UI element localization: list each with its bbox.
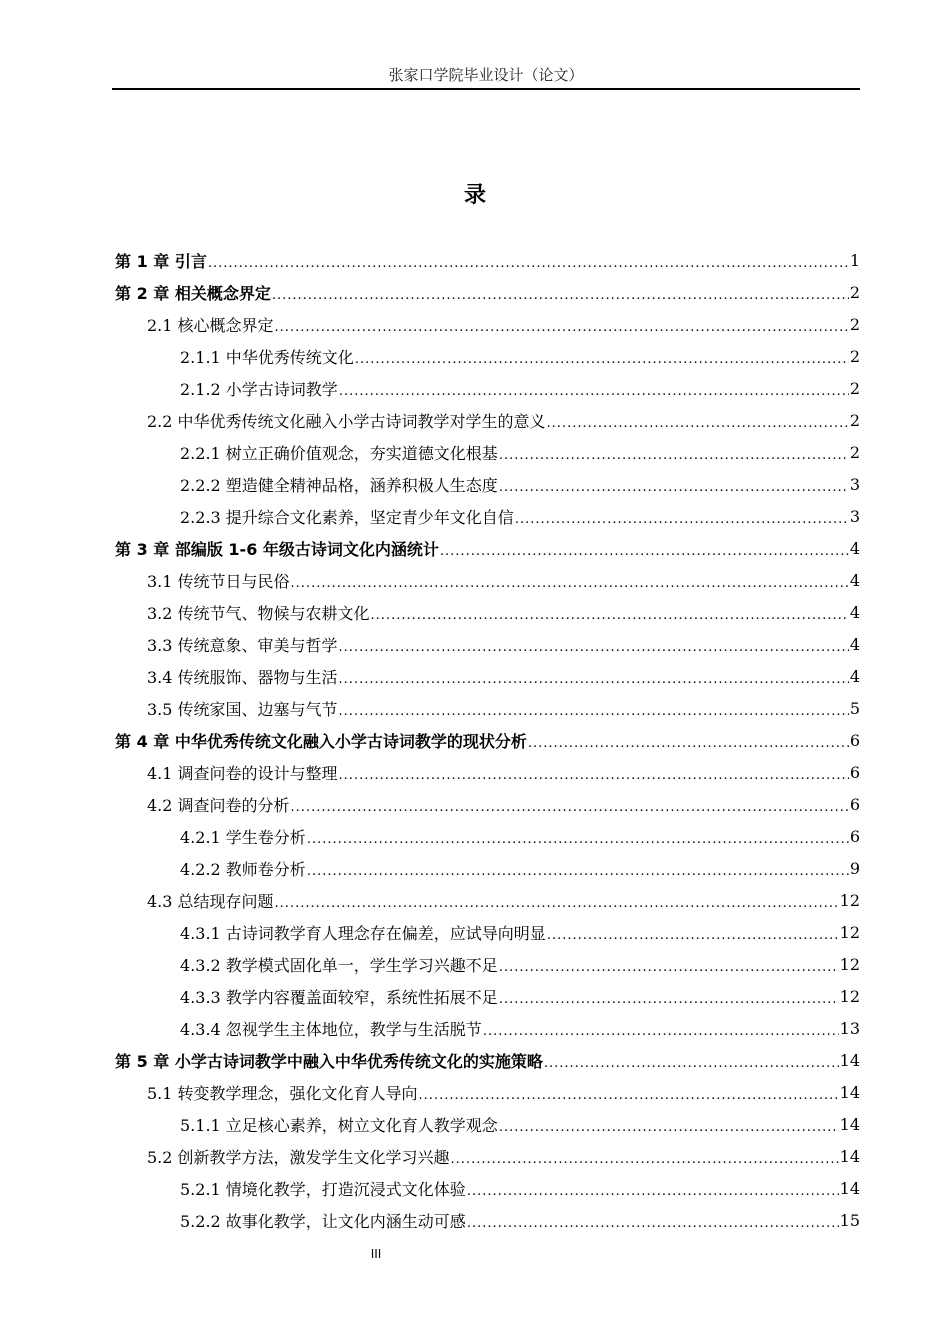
toc-entry-label: 4.3.1 古诗词教学育人理念存在偏差，应试导向明显 (180, 923, 546, 943)
toc-entry-label: 5.2.2 故事化教学，让文化内涵生动可感 (180, 1211, 466, 1231)
toc-entry-label: 第 3 章 部编版 1-6 年级古诗词文化内涵统计 (115, 539, 439, 559)
toc-entry-label: 2.1 核心概念界定 (147, 315, 274, 335)
page-number: III (370, 1247, 382, 1261)
toc-entry-page: 2 (849, 314, 860, 334)
dot-leader (499, 449, 849, 462)
toc-entry[interactable] (115, 1076, 860, 1108)
toc-entry-page: 4 (849, 634, 860, 654)
dot-leader (291, 801, 849, 814)
toc-entry[interactable] (115, 1012, 860, 1044)
toc-entry[interactable] (115, 308, 860, 340)
dot-leader (291, 577, 849, 590)
toc-entry[interactable] (115, 500, 860, 532)
dot-leader (547, 417, 849, 430)
toc-entry-page: 1 (849, 250, 860, 270)
dot-leader (307, 865, 849, 878)
toc-title: 录 (463, 183, 486, 208)
dot-leader (499, 1121, 839, 1134)
toc-entry[interactable] (115, 276, 860, 308)
toc-entry-page: 2 (849, 346, 860, 366)
toc-entry[interactable] (115, 436, 860, 468)
toc-entry-label: 第 1 章 引言 (115, 251, 207, 271)
toc-entry[interactable] (115, 1204, 860, 1236)
toc-entry-label: 4.3.4 忽视学生主体地位，教学与生活脱节 (180, 1019, 482, 1039)
toc-entry[interactable] (115, 468, 860, 500)
toc-entry[interactable] (115, 692, 860, 724)
dot-leader (499, 961, 839, 974)
toc-entry[interactable] (115, 788, 860, 820)
toc-entry-page: 12 (839, 890, 860, 910)
dot-leader (499, 481, 849, 494)
toc-entry[interactable] (115, 340, 860, 372)
toc-entry-label: 2.2.1 树立正确价值观念，夯实道德文化根基 (180, 443, 498, 463)
toc-entry-page: 6 (849, 794, 860, 814)
toc-entry[interactable] (115, 596, 860, 628)
toc-entry[interactable] (115, 1172, 860, 1204)
toc-entry-page: 14 (839, 1050, 860, 1070)
toc-entry-page: 3 (849, 474, 860, 494)
toc-entry-label: 第 5 章 小学古诗词教学中融入中华优秀传统文化的实施策略 (115, 1051, 543, 1071)
toc-entry-page: 14 (839, 1082, 860, 1102)
toc-entry-page: 2 (849, 282, 860, 302)
toc-entry-page: 4 (849, 666, 860, 686)
dot-leader (483, 1025, 839, 1038)
dot-leader (515, 513, 849, 526)
toc-entry-label: 2.2.3 提升综合文化素养，坚定青少年文化自信 (180, 507, 514, 527)
toc-entry[interactable] (115, 1044, 860, 1076)
dot-leader (275, 897, 839, 910)
dot-leader (307, 833, 849, 846)
toc-entry[interactable] (115, 660, 860, 692)
dot-leader (467, 1185, 839, 1198)
toc-entry[interactable] (115, 948, 860, 980)
dot-leader (339, 641, 849, 654)
toc-entry-page: 6 (849, 762, 860, 782)
toc-entry-page: 4 (849, 538, 860, 558)
dot-leader (371, 609, 849, 622)
dot-leader (275, 321, 849, 334)
toc-entry[interactable] (115, 884, 860, 916)
toc-entry[interactable] (115, 852, 860, 884)
toc-entry-page: 2 (849, 410, 860, 430)
toc-entry-label: 3.3 传统意象、审美与哲学 (147, 635, 338, 655)
toc-entry-label: 2.1.1 中华优秀传统文化 (180, 347, 354, 367)
toc-entry-label: 3.5 传统家国、边塞与气节 (147, 699, 338, 719)
dot-leader (544, 1057, 839, 1070)
toc-entry[interactable] (115, 532, 860, 564)
toc-entry-label: 4.1 调查问卷的设计与整理 (147, 763, 338, 783)
dot-leader (467, 1217, 839, 1230)
toc-entry-label: 5.1.1 立足核心素养，树立文化育人教学观念 (180, 1115, 498, 1135)
toc-entry[interactable] (115, 372, 860, 404)
dot-leader (339, 769, 849, 782)
toc-entry-label: 第 4 章 中华优秀传统文化融入小学古诗词教学的现状分析 (115, 731, 527, 751)
dot-leader (339, 385, 849, 398)
toc-entry-label: 4.3.2 教学模式固化单一，学生学习兴趣不足 (180, 955, 498, 975)
dot-leader (419, 1089, 839, 1102)
toc-entry-page: 2 (849, 442, 860, 462)
toc-entry-page: 4 (849, 602, 860, 622)
toc-entry-page: 3 (849, 506, 860, 526)
toc-entry-page: 12 (839, 922, 860, 942)
dot-leader (547, 929, 839, 942)
toc-entry-label: 4.2 调查问卷的分析 (147, 795, 290, 815)
toc-entry-label: 4.3.3 教学内容覆盖面较窄，系统性拓展不足 (180, 987, 498, 1007)
toc-entry[interactable] (115, 1108, 860, 1140)
dot-leader (339, 673, 849, 686)
toc-entry-label: 3.2 传统节气、物候与农耕文化 (147, 603, 370, 623)
toc-entry-label: 5.1 转变教学理念，强化文化育人导向 (147, 1083, 418, 1103)
dot-leader (339, 705, 849, 718)
toc-entry-page: 13 (839, 1018, 860, 1038)
toc-entry[interactable] (115, 820, 860, 852)
toc-entry-label: 2.2 中华优秀传统文化融入小学古诗词教学对学生的意义 (147, 411, 546, 431)
toc-entry-label: 4.2.2 教师卷分析 (180, 859, 306, 879)
toc-entry[interactable] (115, 980, 860, 1012)
toc-entry-label: 5.2 创新教学方法，激发学生文化学习兴趣 (147, 1147, 450, 1167)
toc-entry-label: 4.3 总结现存问题 (147, 891, 274, 911)
toc-entry-page: 6 (849, 826, 860, 846)
toc-entry-page: 5 (849, 698, 860, 718)
toc-entry-label: 4.2.1 学生卷分析 (180, 827, 306, 847)
toc-entry-label: 第 2 章 相关概念界定 (115, 283, 271, 303)
toc-entry[interactable] (115, 724, 860, 756)
toc-entry[interactable] (115, 244, 860, 276)
toc-entry[interactable] (115, 628, 860, 660)
dot-leader (440, 545, 849, 558)
toc-entry-page: 12 (839, 954, 860, 974)
toc-entry[interactable] (115, 1140, 860, 1172)
dot-leader (451, 1153, 839, 1166)
toc-entry-page: 9 (849, 858, 860, 878)
toc-entry-page: 4 (849, 570, 860, 590)
dot-leader (208, 257, 849, 270)
dot-leader (355, 353, 849, 366)
dot-leader (499, 993, 839, 1006)
toc-entry[interactable] (115, 404, 860, 436)
toc-entry[interactable] (115, 564, 860, 596)
toc-entry-page: 2 (849, 378, 860, 398)
table-of-contents (115, 244, 860, 1236)
toc-entry-label: 3.1 传统节日与民俗 (147, 571, 290, 591)
toc-entry-label: 2.1.2 小学古诗词教学 (180, 379, 338, 399)
toc-entry-page: 14 (839, 1178, 860, 1198)
toc-entry-label: 2.2.2 塑造健全精神品格，涵养积极人生态度 (180, 475, 498, 495)
toc-entry-page: 15 (839, 1210, 860, 1230)
toc-entry-page: 14 (839, 1114, 860, 1134)
toc-entry-page: 14 (839, 1146, 860, 1166)
toc-entry-page: 6 (849, 730, 860, 750)
toc-entry-page: 12 (839, 986, 860, 1006)
header-rule (112, 88, 860, 90)
toc-entry-label: 5.2.1 情境化教学，打造沉浸式文化体验 (180, 1179, 466, 1199)
toc-entry[interactable] (115, 916, 860, 948)
toc-entry[interactable] (115, 756, 860, 788)
running-header: 张家口学院毕业设计（论文） (388, 66, 584, 84)
dot-leader (272, 289, 849, 302)
toc-entry-label: 3.4 传统服饰、器物与生活 (147, 667, 338, 687)
dot-leader (528, 737, 849, 750)
